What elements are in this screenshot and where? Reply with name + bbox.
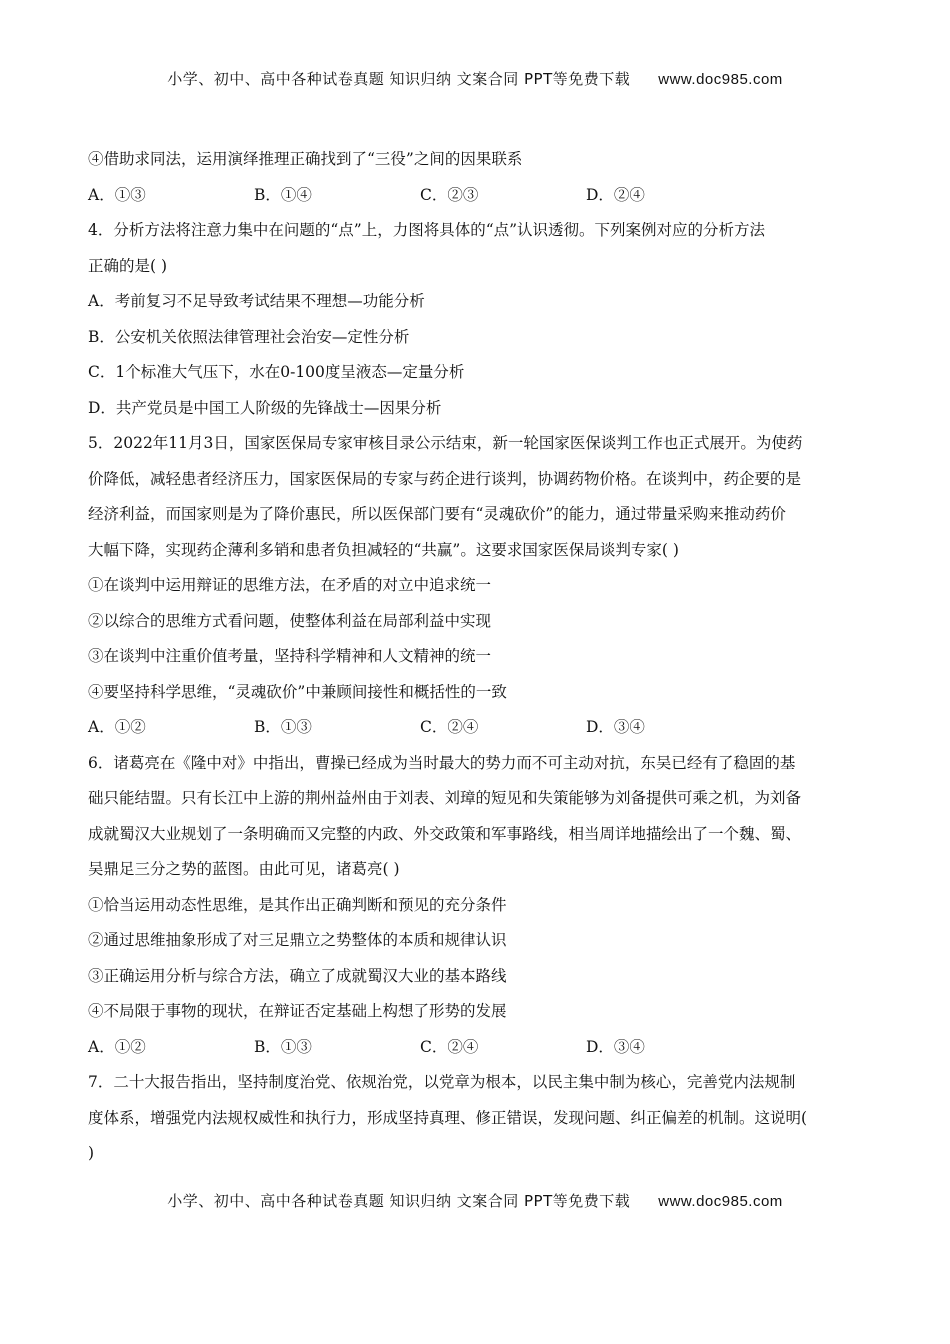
q5-option-2: ②以综合的思维方式看问题，使整体利益在局部利益中实现 xyxy=(88,611,492,630)
q5-choice-d: D．③④ xyxy=(586,718,645,736)
q4-option-c: C．1个标准大气压下，水在0-100度呈液态—定量分析 xyxy=(88,363,465,381)
q4-option-b: B．公安机关依照法律管理社会治安—定性分析 xyxy=(88,327,410,346)
q4-stem-line-1: 4．分析方法将注意力集中在问题的“点”上，力图将具体的“点”认识透彻。下列案例对应的分析方法 xyxy=(88,221,766,239)
q5-option-3: ③在谈判中注重价值考量，坚持科学精神和人文精神的统一 xyxy=(88,647,492,665)
page-header xyxy=(0,68,950,89)
q3-choice-b: B．①④ xyxy=(254,185,312,204)
q5-stem-line-1: 5．2022年11月3日，国家医保局专家审核目录公示结束，新一轮国家医保谈判工作也正式展开。为使药 xyxy=(88,434,803,452)
footer-url[interactable]: www.doc985.com xyxy=(658,1193,783,1210)
q6-stem-line-3: 成就蜀汉大业规划了一条明确而又完整的内政、外交政策和军事路线，相当周详地描绘出了一个魏、蜀、 xyxy=(88,824,802,843)
q3-option-4: ④借助求同法，运用演绎推理正确找到了“三役”之间的因果联系 xyxy=(88,150,523,168)
q3-choice-a: A．①③ xyxy=(88,185,146,204)
q3-choice-c: C．②③ xyxy=(420,185,479,204)
q5-option-4: ④要坚持科学思维，“灵魂砍价”中兼顾间接性和概括性的一致 xyxy=(88,682,507,701)
q5-option-1: ①在谈判中运用辩证的思维方法，在矛盾的对立中追求统一 xyxy=(88,576,492,594)
q3-choice-d: D．②④ xyxy=(586,185,645,204)
q6-stem-line-4: 吴鼎足三分之势的蓝图。由此可见，诸葛亮( ) xyxy=(88,860,400,878)
q6-choice-b: B．①③ xyxy=(254,1037,312,1056)
q6-choice-d: D．③④ xyxy=(586,1037,645,1056)
q6-stem-line-2: 础只能结盟。只有长江中上游的荆州益州由于刘表、刘璋的短见和失策能够为刘备提供可乘之机，为刘备 xyxy=(88,789,802,807)
q7-stem-line-2: 度体系，增强党内法规权威性和执行力，形成坚持真理、修正错误，发现问题、纠正偏差的机制。这说明( xyxy=(88,1108,808,1127)
q5-stem-line-4: 大幅下降，实现药企薄利多销和患者负担减轻的“共赢”。这要求国家医保局谈判专家( ) xyxy=(88,540,679,559)
q3-choices xyxy=(88,178,863,214)
q5-stem-line-3: 经济利益，而国家则是为了降价惠民，所以医保部门要有“灵魂砍价”的能力，通过带量采购来推动药价 xyxy=(88,505,786,523)
header-url[interactable]: www.doc985.com xyxy=(658,71,783,88)
q6-choices xyxy=(88,1030,863,1066)
q5-stem-line-2: 价降低，减轻患者经济压力，国家医保局的专家与药企进行谈判，协调药物价格。在谈判中，药企要的是 xyxy=(88,469,802,488)
q5-choice-a: A．①② xyxy=(88,718,146,736)
q7-stem-line-1: 7．二十大报告指出，坚持制度治党、依规治党，以党章为根本，以民主集中制为核心，完善党内法规制 xyxy=(88,1073,796,1091)
page-content xyxy=(88,142,863,1172)
q6-option-2: ②通过思维抽象形成了对三足鼎立之势整体的本质和规律认识 xyxy=(88,931,507,949)
q6-option-4: ④不局限于事物的现状，在辩证否定基础上构想了形势的发展 xyxy=(88,1002,507,1020)
q5-choice-b: B．①③ xyxy=(254,718,312,736)
footer-text: 小学、初中、高中各种试卷真题 知识归纳 文案合同 PPT等免费下载 xyxy=(167,1192,631,1210)
q7-stem-line-3: ) xyxy=(88,1144,95,1162)
header-text: 小学、初中、高中各种试卷真题 知识归纳 文案合同 PPT等免费下载 xyxy=(167,70,631,88)
q6-choice-a: A．①② xyxy=(88,1037,146,1056)
q4-stem-line-2: 正确的是( ) xyxy=(88,256,168,275)
q6-option-1: ①恰当运用动态性思维，是其作出正确判断和预见的充分条件 xyxy=(88,895,507,914)
q6-stem-line-1: 6．诸葛亮在《隆中对》中指出，曹操已经成为当时最大的势力而不可主动对抗，东吴已经有了稳固的基 xyxy=(88,753,796,772)
page-footer xyxy=(0,1190,950,1211)
q6-option-3: ③正确运用分析与综合方法，确立了成就蜀汉大业的基本路线 xyxy=(88,966,507,985)
q4-option-a: A．考前复习不足导致考试结果不理想—功能分析 xyxy=(88,292,425,310)
q4-option-d: D．共产党员是中国工人阶级的先锋战士—因果分析 xyxy=(88,398,442,417)
q6-choice-c: C．②④ xyxy=(420,1037,479,1056)
q5-choice-c: C．②④ xyxy=(420,718,479,736)
q5-choices xyxy=(88,710,863,746)
